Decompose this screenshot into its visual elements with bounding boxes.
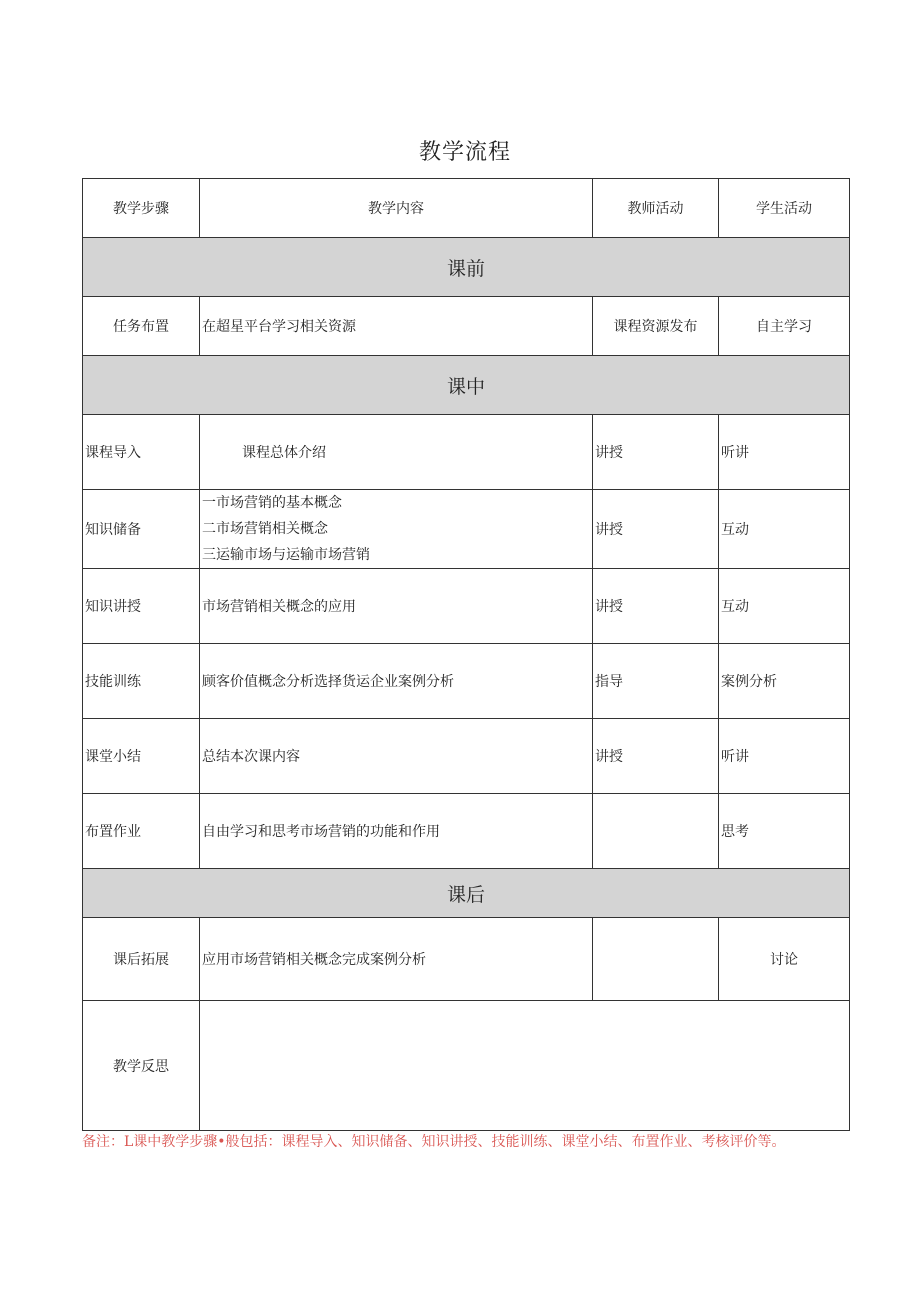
summary-teacher: 讲授 [593,719,719,794]
homework-content: 自由学习和思考市场营销的功能和作用 [200,794,593,869]
extension-teacher [593,918,719,1001]
intro-content: 课程总体介绍 [200,415,593,490]
header-step: 教学步骤 [83,179,200,238]
table-row-teaching [83,569,850,644]
table-row-summary [83,719,850,794]
teaching-student: 互动 [719,569,850,644]
reflection-content [200,1001,850,1131]
homework-teacher [593,794,719,869]
knowledge-item-1: 一市场营销的基本概念 [202,495,342,511]
teaching-teacher: 讲授 [593,569,719,644]
table-row-reflection [83,1001,850,1131]
homework-step: 布置作业 [83,794,200,869]
table-row-extension [83,918,850,1001]
extension-content: 应用市场营销相关概念完成案例分析 [200,918,593,1001]
knowledge-teacher: 讲授 [593,490,719,569]
extension-step: 课后拓展 [83,918,200,1001]
teaching-step: 知识讲授 [83,569,200,644]
knowledge-content [200,490,593,569]
knowledge-step: 知识储备 [83,490,200,569]
knowledge-item-3: 三运输市场与运输市场营销 [202,547,370,563]
skills-step: 技能训练 [83,644,200,719]
header-content: 教学内容 [200,179,593,238]
extension-student: 讨论 [719,918,850,1001]
task-student: 自主学习 [719,297,850,356]
section-before-row [83,238,850,297]
summary-step: 课堂小结 [83,719,200,794]
footnote: 备注：L课中教学步骤•般包括：课程导入、知识储备、知识讲授、技能训练、课堂小结、布置作业、考核评价等。 [82,1134,786,1150]
table-row-homework [83,794,850,869]
intro-step: 课程导入 [83,415,200,490]
task-teacher: 课程资源发布 [593,297,719,356]
teaching-flow-table [82,178,850,1131]
page-title: 教学流程 [418,140,511,165]
skills-teacher: 指导 [593,644,719,719]
task-step: 任务布置 [83,297,200,356]
section-before: 课前 [83,238,850,297]
header-student: 学生活动 [719,179,850,238]
section-after-row [83,869,850,918]
section-during-row [83,356,850,415]
task-content: 在超星平台学习相关资源 [200,297,593,356]
intro-student: 听讲 [719,415,850,490]
skills-student: 案例分析 [719,644,850,719]
table-row-task [83,297,850,356]
intro-teacher: 讲授 [593,415,719,490]
reflection-step: 教学反思 [83,1001,200,1131]
table-row-skills [83,644,850,719]
table-row-intro [83,415,850,490]
section-during: 课中 [83,356,850,415]
header-row [83,179,850,238]
header-teacher: 教师活动 [593,179,719,238]
knowledge-student: 互动 [719,490,850,569]
teaching-content: 市场营销相关概念的应用 [200,569,593,644]
section-after: 课后 [83,869,850,918]
skills-content: 顾客价值概念分析选择货运企业案例分析 [200,644,593,719]
knowledge-item-2: 二市场营销相关概念 [202,521,328,537]
summary-content: 总结本次课内容 [200,719,593,794]
summary-student: 听讲 [719,719,850,794]
table-row-knowledge [83,490,850,569]
homework-student: 思考 [719,794,850,869]
